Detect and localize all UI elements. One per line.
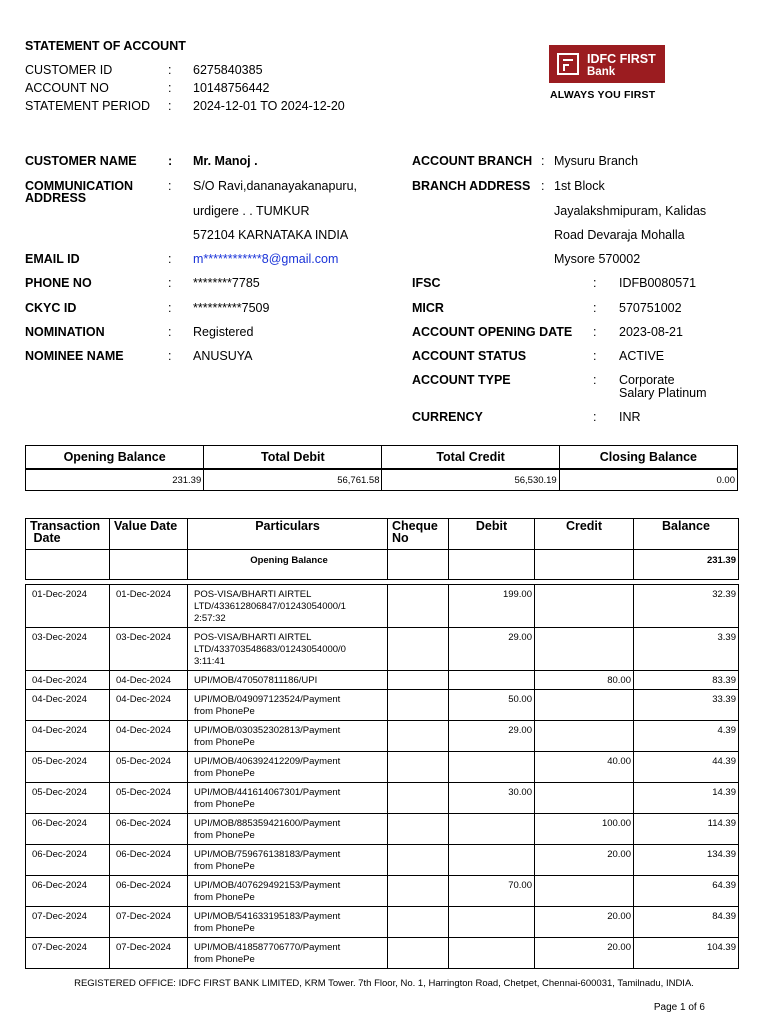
account-type-line1: Corporate — [619, 373, 675, 387]
opening-balance-amount: 231.39 — [634, 550, 739, 580]
colon: : — [168, 325, 172, 339]
txn-date-cell: 05-Dec-2024 — [26, 783, 110, 814]
particulars-line: UPI/MOB/441614067301/Payment — [194, 787, 341, 798]
debit-cell: 30.00 — [449, 783, 535, 814]
colon: : — [168, 154, 173, 168]
opening-balance-header: Opening Balance — [26, 446, 204, 470]
balance-cell: 104.39 — [634, 938, 739, 969]
table-row — [26, 690, 739, 721]
particulars-cell — [188, 814, 388, 845]
particulars-line: UPI/MOB/470507811186/UPI — [194, 675, 318, 686]
particulars-line: UPI/MOB/030352302813/Payment — [194, 725, 341, 736]
page-number: Page 1 of 6 — [653, 1002, 705, 1013]
value-date-cell: 04-Dec-2024 — [110, 690, 188, 721]
colon: : — [168, 99, 172, 113]
account-no-value: 10148756442 — [193, 81, 270, 95]
particulars-line: from PhonePe — [194, 954, 255, 965]
balance-summary-table — [25, 445, 738, 491]
customer-name-label: CUSTOMER NAME — [25, 154, 137, 168]
debit-cell — [449, 671, 535, 690]
txn-date-cell: 04-Dec-2024 — [26, 721, 110, 752]
value-date-cell: 06-Dec-2024 — [110, 876, 188, 907]
table-row — [26, 752, 739, 783]
value-date-cell: 04-Dec-2024 — [110, 671, 188, 690]
micr-value: 570751002 — [619, 301, 682, 315]
address-line2: urdigere . . TUMKUR — [193, 204, 310, 218]
txn-date-cell: 05-Dec-2024 — [26, 752, 110, 783]
value-date-cell: 07-Dec-2024 — [110, 907, 188, 938]
txn-date-cell: 04-Dec-2024 — [26, 690, 110, 721]
credit-cell — [535, 876, 634, 907]
nomination-value: Registered — [193, 325, 254, 339]
credit-cell — [535, 628, 634, 671]
debit-cell: 70.00 — [449, 876, 535, 907]
particulars-line: UPI/MOB/406392412209/Payment — [194, 756, 341, 767]
cheque-no-cell — [388, 690, 449, 721]
branch-address-line4: Mysore 570002 — [554, 252, 641, 266]
particulars-line: from PhonePe — [194, 830, 255, 841]
particulars-cell — [188, 628, 388, 671]
credit-cell: 80.00 — [535, 671, 634, 690]
balance-cell: 44.39 — [634, 752, 739, 783]
value-date-cell: 03-Dec-2024 — [110, 628, 188, 671]
registered-office-footer: REGISTERED OFFICE: IDFC FIRST BANK LIMITED, KRM Tower. 7th Floor, No. 1, Harrington Road, Chetpet, Chennai-600031, Tamilnadu, INDIA. — [74, 978, 694, 989]
particulars-line: UPI/MOB/885359421600/Payment — [194, 818, 341, 829]
particulars-line: 2:57:32 — [194, 613, 226, 624]
opening-balance-label: Opening Balance — [188, 550, 388, 580]
particulars-line: from PhonePe — [194, 737, 255, 748]
value-date-cell: 07-Dec-2024 — [110, 938, 188, 969]
cheque-no-header: Cheque No — [388, 519, 449, 550]
balance-cell: 134.39 — [634, 845, 739, 876]
colon: : — [168, 276, 172, 290]
micr-label: MICR — [412, 301, 444, 315]
txn-date-cell: 01-Dec-2024 — [26, 585, 110, 628]
cheque-no-cell — [388, 752, 449, 783]
txn-date-cell: 03-Dec-2024 — [26, 628, 110, 671]
opening-date-label: ACCOUNT OPENING DATE — [412, 325, 573, 339]
branch-address-line1: 1st Block — [554, 179, 605, 193]
debit-cell — [449, 752, 535, 783]
particulars-line: LTD/433612806847/01243054000/1 — [194, 601, 346, 612]
colon: : — [168, 63, 172, 77]
nominee-value: ANUSUYA — [193, 349, 253, 363]
statement-period-label: STATEMENT PERIOD — [25, 99, 151, 113]
customer-id-label: CUSTOMER ID — [25, 63, 113, 77]
transaction-date-header: Transaction Date — [26, 519, 110, 550]
credit-cell: 100.00 — [535, 814, 634, 845]
table-row — [26, 938, 739, 969]
colon: : — [593, 301, 597, 315]
colon: : — [593, 410, 597, 424]
ckyc-value: **********7509 — [193, 301, 270, 315]
table-row — [26, 721, 739, 752]
txn-date-cell: 06-Dec-2024 — [26, 876, 110, 907]
table-row — [26, 585, 739, 628]
particulars-line: from PhonePe — [194, 861, 255, 872]
particulars-line: UPI/MOB/049097123524/Payment — [194, 694, 341, 705]
debit-cell — [449, 907, 535, 938]
credit-header: Credit — [535, 519, 634, 550]
table-row — [26, 814, 739, 845]
balance-cell: 32.39 — [634, 585, 739, 628]
value-date-header: Value Date — [110, 519, 188, 550]
particulars-line: UPI/MOB/407629492153/Payment — [194, 880, 341, 891]
cheque-no-cell — [388, 814, 449, 845]
branch-address-line3: Road Devaraja Mohalla — [554, 228, 685, 242]
particulars-cell — [188, 752, 388, 783]
bank-logo — [549, 45, 665, 83]
particulars-line: from PhonePe — [194, 706, 255, 717]
particulars-line: POS-VISA/BHARTI AIRTEL — [194, 589, 312, 600]
opening-balance-value: 231.39 — [26, 469, 204, 491]
closing-balance-value: 0.00 — [559, 469, 737, 491]
address-label-line2: ADDRESS — [25, 191, 87, 205]
branch-value: Mysuru Branch — [554, 154, 639, 168]
total-debit-header: Total Debit — [204, 446, 382, 470]
table-row — [26, 907, 739, 938]
debit-header: Debit — [449, 519, 535, 550]
table-row — [26, 876, 739, 907]
nomination-label: NOMINATION — [25, 325, 105, 339]
colon: : — [168, 81, 172, 95]
txn-date-cell: 04-Dec-2024 — [26, 671, 110, 690]
phone-label: PHONE NO — [25, 276, 92, 290]
statement-period-value: 2024-12-01 TO 2024-12-20 — [193, 99, 345, 113]
cheque-no-cell — [388, 938, 449, 969]
colon: : — [168, 252, 172, 266]
account-type-label: ACCOUNT TYPE — [412, 373, 511, 387]
particulars-cell — [188, 671, 388, 690]
colon: : — [168, 349, 172, 363]
value-date-cell: 06-Dec-2024 — [110, 845, 188, 876]
address-line3: 572104 KARNATAKA INDIA — [193, 228, 349, 242]
particulars-line: from PhonePe — [194, 799, 255, 810]
ifsc-label: IFSC — [412, 276, 441, 290]
debit-cell: 29.00 — [449, 721, 535, 752]
email-value[interactable]: m************8@gmail.com — [193, 252, 339, 266]
account-no-label: ACCOUNT NO — [25, 81, 109, 95]
debit-cell — [449, 845, 535, 876]
credit-cell — [535, 721, 634, 752]
statement-title: STATEMENT OF ACCOUNT — [25, 39, 186, 53]
colon: : — [593, 373, 597, 387]
email-label: EMAIL ID — [25, 252, 80, 266]
table-row — [26, 845, 739, 876]
transaction-rows — [26, 585, 739, 969]
cheque-no-cell — [388, 876, 449, 907]
ifsc-value: IDFB0080571 — [619, 276, 697, 290]
particulars-line: 3:11:41 — [194, 656, 225, 667]
debit-cell — [449, 938, 535, 969]
colon: : — [593, 349, 597, 363]
debit-cell: 199.00 — [449, 585, 535, 628]
address-label-line1: COMMUNICATION — [25, 179, 134, 193]
customer-id-value: 6275840385 — [193, 63, 263, 77]
closing-balance-header: Closing Balance — [559, 446, 737, 470]
ckyc-label: CKYC ID — [25, 301, 77, 315]
balance-cell: 3.39 — [634, 628, 739, 671]
credit-cell — [535, 585, 634, 628]
particulars-cell — [188, 907, 388, 938]
value-date-cell: 05-Dec-2024 — [110, 752, 188, 783]
credit-cell: 40.00 — [535, 752, 634, 783]
table-row — [26, 671, 739, 690]
bank-logo-name: IDFC FIRST — [587, 52, 656, 66]
account-status-label: ACCOUNT STATUS — [412, 349, 527, 363]
particulars-line: from PhonePe — [194, 892, 255, 903]
bank-tagline: ALWAYS YOU FIRST — [550, 89, 656, 101]
particulars-line: UPI/MOB/759676138183/Payment — [194, 849, 341, 860]
cheque-no-cell — [388, 783, 449, 814]
currency-value: INR — [619, 410, 641, 424]
balance-cell: 4.39 — [634, 721, 739, 752]
cheque-no-cell — [388, 628, 449, 671]
bank-logo-icon — [557, 53, 579, 75]
phone-value: ********7785 — [193, 276, 260, 290]
colon: : — [593, 276, 597, 290]
balance-cell: 14.39 — [634, 783, 739, 814]
bank-logo-subname: Bank — [587, 66, 616, 78]
opening-balance-row — [26, 550, 739, 580]
colon: : — [168, 301, 172, 315]
total-credit-value: 56,530.19 — [382, 469, 559, 491]
particulars-cell — [188, 585, 388, 628]
balance-cell: 64.39 — [634, 876, 739, 907]
value-date-cell: 01-Dec-2024 — [110, 585, 188, 628]
cheque-no-cell — [388, 907, 449, 938]
account-type-line2: Salary Platinum — [619, 386, 707, 400]
customer-name-value: Mr. Manoj . — [193, 154, 258, 168]
balance-cell: 114.39 — [634, 814, 739, 845]
total-debit-value: 56,761.58 — [204, 469, 382, 491]
cheque-no-cell — [388, 721, 449, 752]
particulars-cell — [188, 876, 388, 907]
nominee-label: NOMINEE NAME — [25, 349, 124, 363]
colon: : — [593, 325, 597, 339]
credit-cell: 20.00 — [535, 938, 634, 969]
txn-date-cell: 07-Dec-2024 — [26, 907, 110, 938]
address-line1: S/O Ravi,dananayakanapuru, — [193, 179, 357, 193]
particulars-cell — [188, 690, 388, 721]
particulars-line: POS-VISA/BHARTI AIRTEL — [194, 632, 312, 643]
credit-cell — [535, 690, 634, 721]
branch-address-line2: Jayalakshmipuram, Kalidas — [554, 204, 707, 218]
value-date-cell: 05-Dec-2024 — [110, 783, 188, 814]
colon: : — [541, 154, 545, 168]
debit-cell: 29.00 — [449, 628, 535, 671]
cheque-no-cell — [388, 845, 449, 876]
particulars-line: from PhonePe — [194, 923, 255, 934]
txn-date-cell: 07-Dec-2024 — [26, 938, 110, 969]
cheque-no-cell — [388, 671, 449, 690]
particulars-line: from PhonePe — [194, 768, 255, 779]
particulars-cell — [188, 938, 388, 969]
total-credit-header: Total Credit — [382, 446, 559, 470]
particulars-cell — [188, 721, 388, 752]
branch-address-label: BRANCH ADDRESS — [412, 179, 531, 193]
table-row — [26, 628, 739, 671]
debit-cell: 50.00 — [449, 690, 535, 721]
branch-label: ACCOUNT BRANCH — [412, 154, 533, 168]
particulars-line: UPI/MOB/541633195183/Payment — [194, 911, 341, 922]
particulars-header: Particulars — [188, 519, 388, 550]
particulars-cell — [188, 845, 388, 876]
credit-cell: 20.00 — [535, 907, 634, 938]
colon: : — [168, 179, 172, 193]
account-status-value: ACTIVE — [619, 349, 665, 363]
balance-cell: 83.39 — [634, 671, 739, 690]
value-date-cell: 04-Dec-2024 — [110, 721, 188, 752]
particulars-cell — [188, 783, 388, 814]
balance-header: Balance — [634, 519, 739, 550]
value-date-cell: 06-Dec-2024 — [110, 814, 188, 845]
currency-label: CURRENCY — [412, 410, 483, 424]
balance-cell: 84.39 — [634, 907, 739, 938]
particulars-line: LTD/433703548683/01243054000/0 — [194, 644, 346, 655]
opening-date-value: 2023-08-21 — [619, 325, 683, 339]
credit-cell — [535, 783, 634, 814]
txn-date-cell: 06-Dec-2024 — [26, 814, 110, 845]
txn-date-cell: 06-Dec-2024 — [26, 845, 110, 876]
cheque-no-cell — [388, 585, 449, 628]
table-row — [26, 783, 739, 814]
transactions-table — [25, 518, 739, 969]
debit-cell — [449, 814, 535, 845]
colon: : — [541, 179, 545, 193]
credit-cell: 20.00 — [535, 845, 634, 876]
balance-cell: 33.39 — [634, 690, 739, 721]
particulars-line: UPI/MOB/418587706770/Payment — [194, 942, 341, 953]
